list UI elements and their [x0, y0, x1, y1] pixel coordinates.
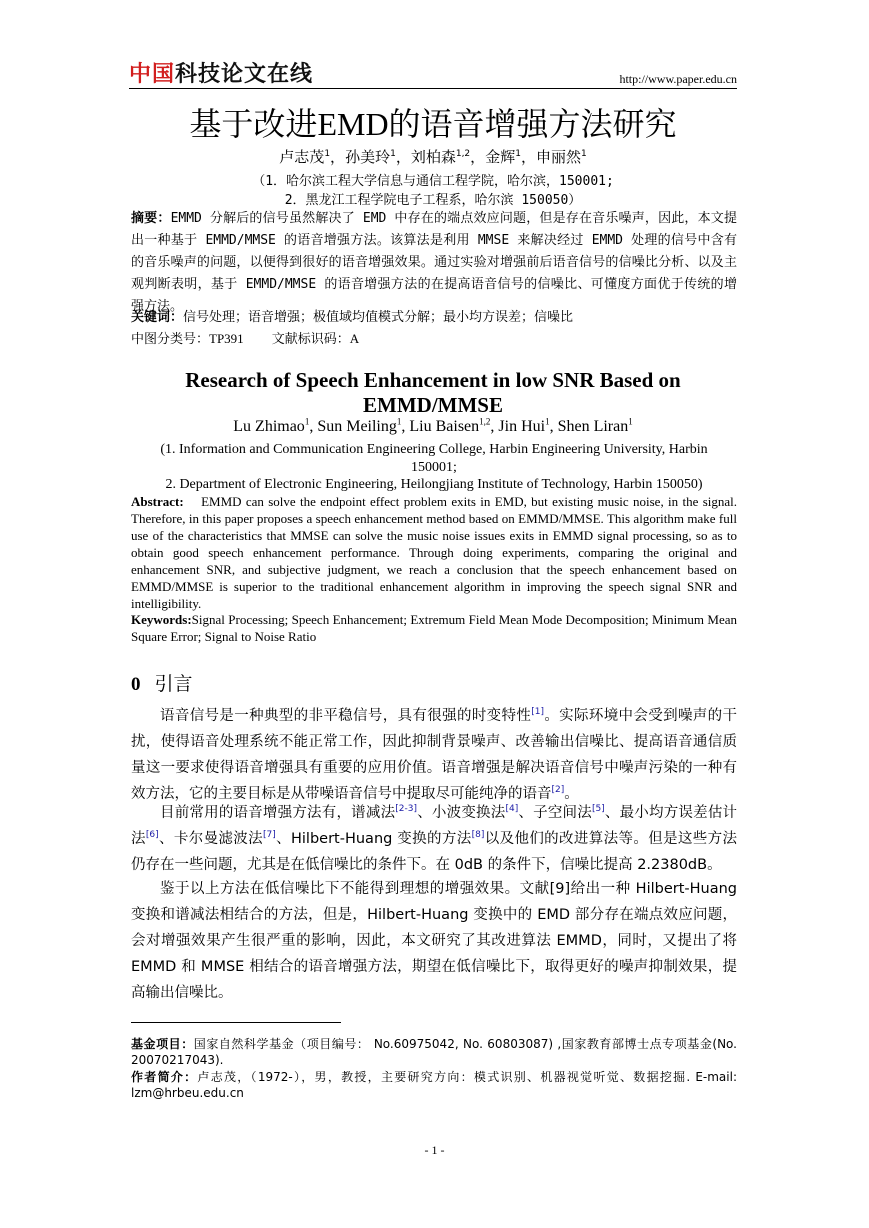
- citation-link[interactable]: [8]: [471, 830, 485, 841]
- citation-link[interactable]: [2-3]: [395, 804, 418, 815]
- citation-link[interactable]: [5]: [591, 804, 605, 815]
- section-heading: 0 引言: [131, 673, 193, 695]
- keywords-cn: 关键词：信号处理；语音增强；极值域均值模式分解；最小均方误差；信噪比: [131, 310, 574, 325]
- body-paragraph-1: 语音信号是一种典型的非平稳信号，具有很强的时变特性[1]。实际环境中会受到噪声的干扰，使得语音处理系统不能正常工作，因此抑制背景噪声、改善输出信噪比、提高语音通信质量这一要求使得语音增强具有重要的应用价值。语音增强是解决语音信号中噪声污染的一种有效方法，它的主要目标是从带噪语音信号中提取尽可能纯净的语音[2]。: [131, 707, 738, 802]
- citation-link[interactable]: [2]: [551, 785, 565, 796]
- author-name: 刘柏森: [410, 148, 456, 166]
- abstract-cn: 摘要：EMMD 分解后的信号虽然解决了 EMD 中存在的端点效应问题，但是存在音乐噪声，因此，本文提出一种基于 EMMD/MMSE 的语音增强方法。该算法是利用 MMSE 来解决经过 EMMD 处理的信号中含有的音乐噪声的问题，以便得到很好的语音增强效果。通过实验对增强前后语音信号的信噪比分析、以及主观判断表明，基于 EMMD/MMSE 的语音增强方法的在提高语音信号的信噪比、可懂度方面优于传统的增强方法。: [131, 211, 737, 314]
- footnote-funding: 基金项目：国家自然科学基金（项目编号： No.60975042, No. 60803087) ,国家教育部博士点专项基金(No. 20070217043).: [131, 1037, 737, 1067]
- paper-title-cn: 基于改进EMD的语音增强方法研究: [189, 105, 677, 143]
- classification-line: 中图分类号：TP391 文献标识码：A: [131, 331, 360, 347]
- author-name: 申丽然: [535, 148, 581, 166]
- keywords-en: Keywords:Signal Processing; Speech Enhancement; Extremum Field Mean Mode Decomposition; Minimum Mean Square Error; Signal to Noise Ratio: [131, 612, 737, 644]
- affiliation-en-1: (1. Information and Communication Engineering College, Harbin Engineering University, Harbin 150001;: [160, 442, 708, 475]
- affiliation-cn-1: （1．哈尔滨工程大学信息与通信工程学院，哈尔滨，150001;: [252, 174, 614, 189]
- abstract-en: Abstract: EMMD can solve the endpoint effect problem exits in EMD, but existing music noise, in the signal. Therefore, in this paper proposes a speech enhancement method based on EMMD/MMSE. This algorithm make full use of the characteristics that MMSE can solve the music noise issues exits in EMMD signal processing, so as to obtain good speech enhancement performance. Through doing experiments, comparing the original and enhancement SNR, and subjective judgment, we reach a conclusion that the speech enhancement based on EMMD/MMSE is superior to the traditional enhancement algorithm in improving the speech signal SNR and intelligibility.: [131, 494, 738, 611]
- header-rule: [129, 88, 737, 89]
- affiliation-en-2: 2. Department of Electronic Engineering, Heilongjiang Institute of Technology, Harbin 150050): [165, 477, 703, 492]
- citation-link[interactable]: [1]: [531, 707, 544, 718]
- author-name: 金辉: [485, 148, 516, 166]
- citation-link[interactable]: [7]: [263, 830, 276, 841]
- citation-link[interactable]: [4]: [505, 804, 519, 815]
- author-name: 孙美玲: [345, 148, 391, 166]
- site-logo: 中国科技论文在线: [129, 62, 314, 87]
- paper-title-en: Research of Speech Enhancement in low SNR Based on EMMD/MMSE: [185, 368, 681, 417]
- page-number: - 1 -: [424, 1143, 445, 1157]
- author-name: 卢志茂: [279, 148, 325, 166]
- body-paragraph-3: 鉴于以上方法在低信噪比下不能得到理想的增强效果。文献[9]给出一种 Hilbert-Huang 变换和谱减法相结合的方法，但是，Hilbert-Huang 变换中的 EMD 部分存在端点效应问题，会对增强效果产生很严重的影响，因此，本文研究了其改进算法 EMMD，同时，又提出了将 EMMD 和 MMSE 相结合的语音增强方法，期望在低信噪比下，取得更好的噪声抑制效果，提高输出信噪比。: [131, 881, 737, 1001]
- header-url[interactable]: http://www.paper.edu.cn: [619, 72, 737, 86]
- author-list-cn: 卢志茂$^1$，孙美玲$^1$，刘柏森$^{1,2}$，金辉$^1$，申丽然$^1$: [279, 148, 587, 166]
- affiliation-cn-2: 2．黑龙江工程学院电子工程系，哈尔滨 150050）: [284, 193, 582, 208]
- citation-link[interactable]: [6]: [145, 830, 159, 841]
- author-list-en: Lu Zhimao$^1$, Sun Meiling$^1$, Liu Baisen$^{1,2}$, Jin Hui$^1$, Shen Liran$^1$: [233, 416, 633, 435]
- footnote-author-bio: 作者简介：卢志茂，（1972-），男，教授，主要研究方向：模式识别、机器视觉听觉、数据挖掘. E-mail: lzm@hrbeu.edu.cn: [131, 1070, 737, 1100]
- body-paragraph-2: 目前常用的语音增强方法有，谱减法[2-3]、小波变换法[4]、子空间法[5]、最小均方误差估计法[6]、卡尔曼滤波法[7]、Hilbert-Huang 变换的方法[8]以及他们的改进算法等。但是这些方法仍存在一些问题，尤其是在低信噪比的条件下。在 0dB 的条件下，信噪比提高 2.2380dB。: [131, 804, 738, 873]
- footnote-rule: [131, 1022, 341, 1023]
